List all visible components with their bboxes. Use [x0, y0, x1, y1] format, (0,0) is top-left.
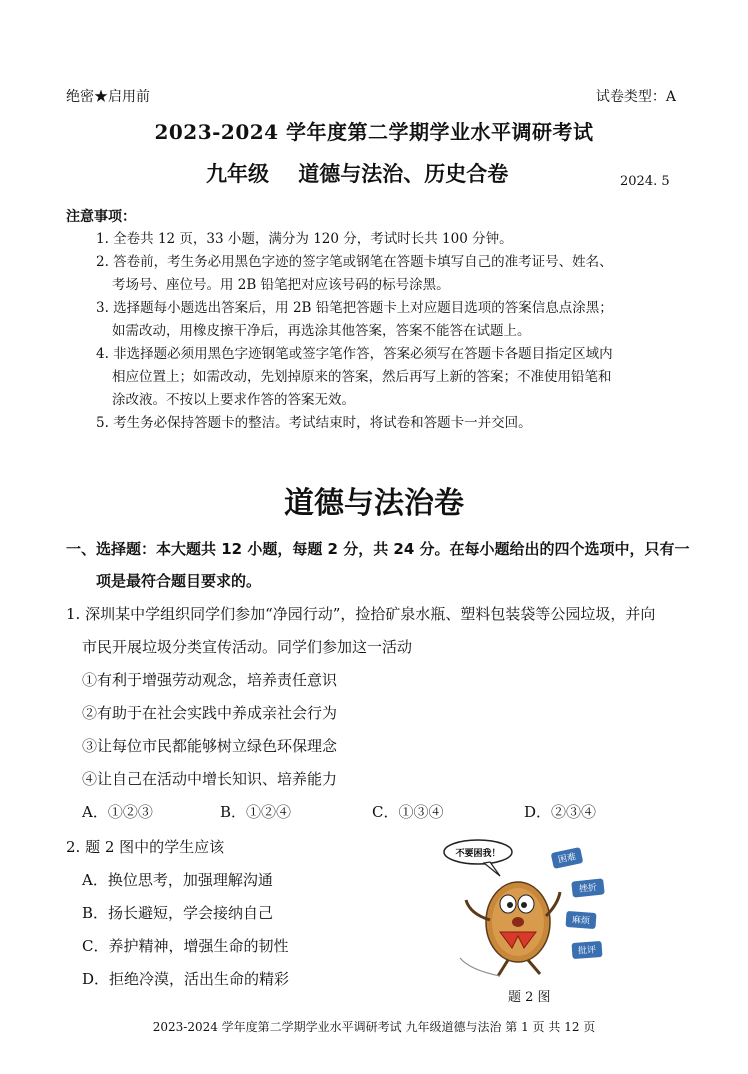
- speech-text: 不要困我！: [455, 849, 501, 859]
- note-line: 5. 考生务必保持答题卡的整洁。考试结束时，将试卷和答题卡一并交回。: [96, 415, 532, 431]
- q1-item: ②有助于在社会实践中养成亲社会行为: [82, 704, 338, 722]
- q1-item: ④让自己在活动中增长知识、培养能力: [82, 770, 338, 788]
- q1-stem: 1. 深圳某中学组织同学们参加“净园行动”，捡拾矿泉水瓶、塑料包装袋等公园垃圾，并向: [66, 605, 656, 623]
- q1-option-c: C．①③④: [372, 803, 444, 821]
- exam-date: 2024. 5: [620, 174, 670, 189]
- q2-option-b: B．扬长避短，学会接纳自己: [82, 904, 274, 922]
- q2-option-c: C．养护精神，增强生命的韧性: [82, 937, 289, 955]
- q1-option-d: D．②③④: [524, 803, 597, 821]
- q1-item: ③让每位市民都能够树立绿色环保理念: [82, 737, 338, 755]
- figure-caption: 题 2 图: [508, 990, 551, 1005]
- paper-type-label: 试卷类型：A: [595, 89, 676, 105]
- q2-stem: 2. 题 2 图中的学生应该: [66, 838, 225, 856]
- section-instruction-cont: 项是最符合题目要求的。: [96, 572, 262, 590]
- q1-item: ①有利于增强劳动观念，培养责任意识: [82, 671, 338, 689]
- note-line: 考场号、座位号。用 2B 铅笔把对应该号码的标号涂黑。: [112, 277, 450, 293]
- q1-option-a: A．①②③: [82, 803, 153, 821]
- exam-title: 2023-2024 学年度第二学期学业水平调研考试: [154, 120, 594, 144]
- note-line: 4. 非选择题必须用黑色字迹钢笔或签字笔作答，答案必须写在答题卡各题目指定区域内: [96, 346, 613, 362]
- note-line: 3. 选择题每小题选出答案后，用 2B 铅笔把答题卡上对应题目选项的答案信息点涂黑；: [96, 300, 613, 316]
- q2-option-d: D．拒绝冷漠，活出生命的精彩: [82, 970, 290, 988]
- note-line: 如需改动，用橡皮擦干净后，再选涂其他答案，答案不能答在试题上。: [112, 323, 531, 339]
- q1-stem-cont: 市民开展垃圾分类宣传活动。同学们参加这一活动: [82, 638, 413, 656]
- secrecy-label: 绝密★启用前: [66, 89, 150, 105]
- note-line: 涂改液。不按以上要求作答的答案无效。: [112, 392, 355, 408]
- q1-option-b: B．①②④: [220, 803, 292, 821]
- section-instruction: 一、选择题：本大题共 12 小题，每题 2 分，共 24 分。在每小题给出的四个选项中，只有一: [66, 540, 690, 558]
- tag-text: 麻烦: [571, 915, 591, 927]
- note-line: 2. 答卷前，考生务必用黑色字迹的签字笔或钢笔在答题卡填写自己的准考证号、姓名、: [96, 254, 613, 270]
- note-line: 1. 全卷共 12 页，33 小题，满分为 120 分，考试时长共 100 分钟。: [96, 231, 513, 247]
- tag-text: 挫折: [578, 883, 598, 895]
- q2-option-a: A．换位思考，加强理解沟通: [82, 871, 273, 889]
- note-line: 相应位置上；如需改动，先划掉原来的答案，然后再写上新的答案；不准使用铅笔和: [112, 369, 612, 385]
- tag-text: 批评: [577, 945, 597, 957]
- q2-cartoon-figure: [440, 830, 620, 980]
- tag-text: 困难: [557, 852, 578, 866]
- page-footer: 2023-2024 学年度第二学期学业水平调研考试 九年级道德与法治 第 1 页 共 12 页: [152, 1020, 596, 1034]
- notes-heading: 注意事项：: [66, 209, 136, 225]
- section-title: 道德与法治卷: [284, 486, 464, 521]
- exam-subtitle: 九年级 道德与法治、历史合卷: [206, 161, 509, 186]
